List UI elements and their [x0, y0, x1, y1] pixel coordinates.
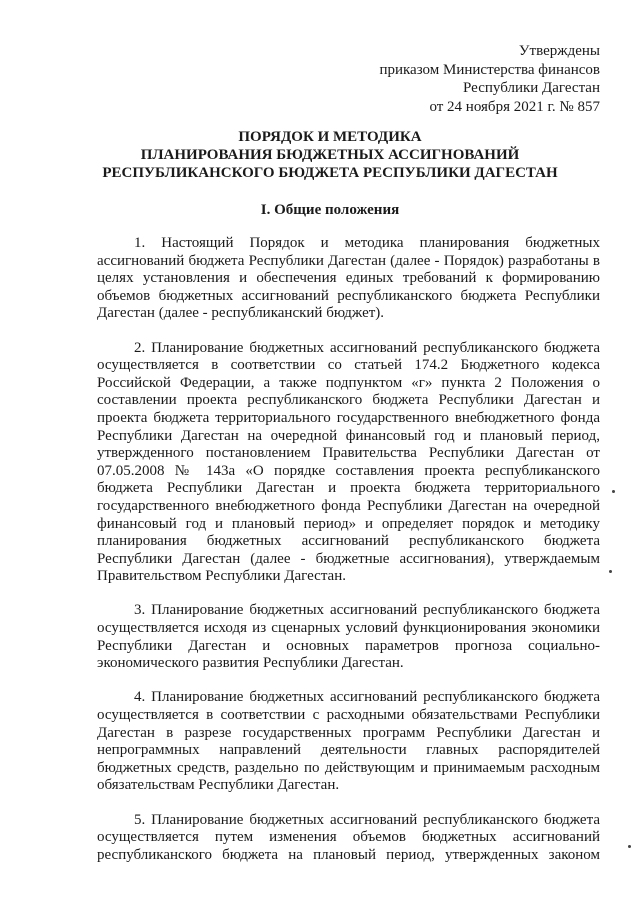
paragraph-line: 5. Планирование бюджетных ассигнований республиканского бюджета [134, 811, 600, 828]
section-heading: I. Общие положения [260, 202, 400, 218]
paragraph-line: осуществляется в соответствии с расходными обязательствами Республики [97, 707, 600, 724]
paragraph-line: бюджетных средств, раздельно по действующим и принимаемым расходным [97, 759, 600, 776]
document-title [60, 128, 600, 182]
paragraph-line: ассигнований бюджета Республики Дагестан (далее - Порядок) разработаны в [97, 252, 600, 269]
paragraph-line: 2. Планирование бюджетных ассигнований республиканского бюджета [134, 339, 600, 356]
approval-line: Республики Дагестан [463, 80, 600, 96]
paragraph [97, 235, 600, 323]
paragraph [97, 340, 600, 586]
paragraph-line: 1. Настоящий Порядок и методика планирования бюджетных [134, 235, 600, 251]
paragraph-line: проекта бюджета территориального государственного внебюджетного фонда [97, 409, 600, 426]
approval-block [379, 42, 600, 116]
paragraph-line: финансовый год и плановый период» и определяет порядок и методику [97, 515, 600, 532]
paragraph-line: составлении проекта республиканского бюджета Республики Дагестан и [97, 392, 600, 409]
title-line: ПЛАНИРОВАНИЯ БЮДЖЕТНЫХ АССИГНОВАНИЙ [140, 147, 520, 163]
paragraph-line: утвержденного постановлением Правительства Республики Дагестан от [97, 445, 600, 462]
paragraph-line: Республики Дагестан и основных параметров прогноза социально- [97, 637, 600, 654]
paragraph-line: Республики Дагестан (далее - бюджетные ассигнования), утверждаемым [97, 550, 600, 567]
paragraph [97, 689, 600, 795]
approval-line: приказом Министерства финансов [379, 61, 600, 78]
document-body [97, 235, 600, 881]
paragraph-line: осуществляется путем изменения объемов бюджетных ассигнований [97, 829, 600, 846]
paragraph-line: планирования бюджетных ассигнований республиканского бюджета [97, 533, 600, 550]
paragraph [97, 812, 600, 865]
paragraph-line: целях установления и обеспечения единых требований к формированию [97, 270, 600, 287]
approval-line: от 24 ноября 2021 г. № 857 [429, 98, 600, 115]
paragraph-line: Дагестан в разрезе государственных программ Республики Дагестан и [97, 724, 600, 741]
approval-line: Утверждены [518, 43, 600, 59]
scan-speck [628, 845, 631, 848]
scan-speck [609, 570, 612, 573]
paragraph-line: республиканского бюджета на плановый период, утвержденных законом [97, 846, 600, 863]
paragraph-line: экономического развития Республики Дагестан. [97, 655, 404, 672]
paragraph-line: объемов бюджетных ассигнований республиканского бюджета Республики [97, 287, 600, 304]
paragraph-line: Российской Федерации, а также подпунктом «г» пункта 2 Положения о [97, 374, 600, 391]
paragraph [97, 602, 600, 672]
paragraph-line: Республики Дагестан на очередной финансовый год и плановый период, [97, 427, 600, 444]
title-line: РЕСПУБЛИКАНСКОГО БЮДЖЕТА РЕСПУБЛИКИ ДАГЕСТАН [102, 165, 558, 181]
scan-speck [612, 490, 615, 493]
paragraph-line: бюджета Республики Дагестан и проекта бюджета территориального [97, 480, 600, 497]
paragraph-line: Дагестан (далее - республиканский бюджет). [97, 305, 385, 322]
paragraph-line: 07.05.2008 № 143а «О порядке составления проекта республиканского [97, 462, 600, 479]
paragraph-line: обязательствам Республики Дагестан. [97, 777, 340, 794]
paragraph-line: государственного внебюджетного фонда Республики Дагестан на очередной [97, 497, 600, 514]
paragraph-line: непрограммных направлений деятельности главных распорядителей [97, 742, 600, 759]
title-line: ПОРЯДОК И МЕТОДИКА [238, 129, 422, 145]
paragraph-line: Правительством Республики Дагестан. [97, 568, 346, 585]
paragraph-line: 3. Планирование бюджетных ассигнований республиканского бюджета [134, 602, 600, 619]
paragraph-line: 4. Планирование бюджетных ассигнований республиканского бюджета [134, 689, 600, 706]
paragraph-line: осуществляется исходя из сценарных условий функционирования экономики [97, 620, 600, 637]
paragraph-line: осуществляется в соответствии со статьей 174.2 Бюджетного кодекса [97, 357, 600, 374]
